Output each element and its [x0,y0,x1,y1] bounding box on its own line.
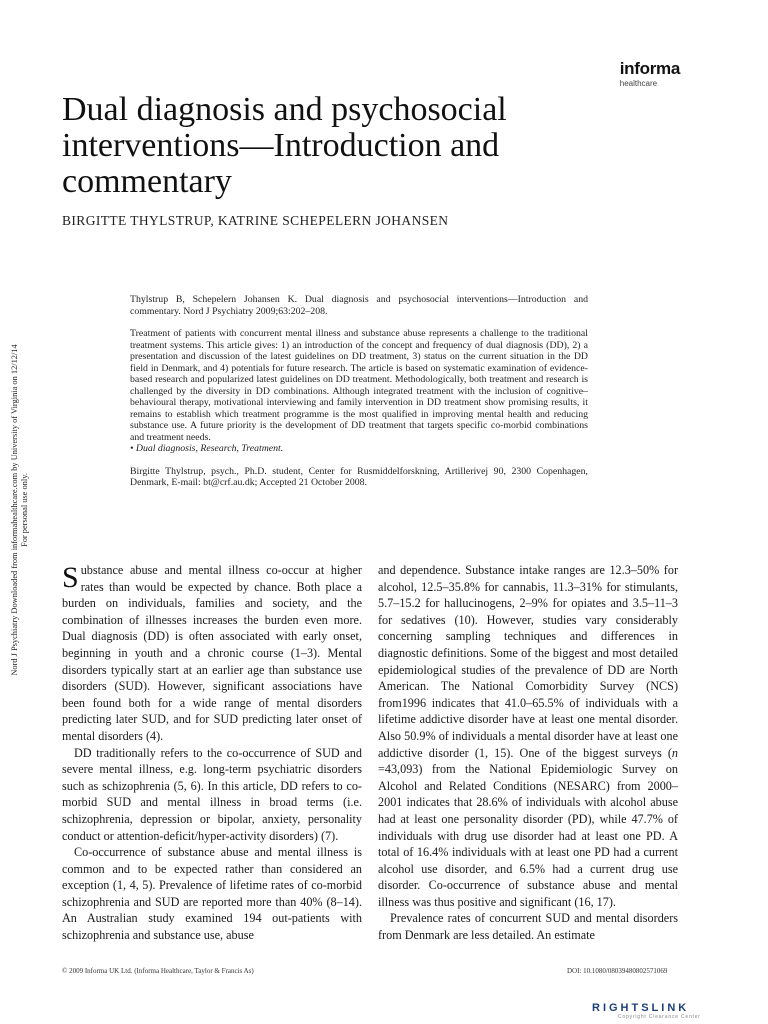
abstract: Treatment of patients with concurrent mental illness and substance abuse represents a challenge to the traditional treatment systems. This article gives: 1) an introduction of the concept and frequency of dual diagnosis (DD), 2) a presentation and discussion of the latest guidelines on DD treatment, 3) status on the current situation in the DD field in Denmark, and 4) potentials for future research. The article is based on systematic examination of evidence-based research and popularized latest guidelines on DD treatment. Methodologically, both treatment and research is challenged by the diversity in DD combinations. Although integrated treatment with the inclusion of cognitive–behavioural therapy, motivational interviewing and family intervention in DD treatment show promising results, it remains to establish which treatment programme is the most qualified in improving mental health and reducing substance use. A future priority is the development of DD treatment that targets specific co-morbid combinations and treatment needs. [130,328,588,443]
download-notice [2,300,42,720]
rightslink-logo [592,1002,762,1024]
rightslink-name: RIGHTSLINK [592,1002,690,1014]
affiliation: Birgitte Thylstrup, psych., Ph.D. student, Center for Rusmiddelforskning, Artillerivej 90, 2300 Copenhagen, Denmark, E-mail: bt@crf.au.dk; Accepted 21 October 2008. [130,465,588,488]
download-notice-line-2: For personal use only. [20,473,29,547]
body-column-left [62,562,362,944]
logo-subtitle: healthcare [619,79,658,88]
logo-name: informa [619,59,680,78]
drop-cap: S [62,561,79,594]
rightslink-subtitle: Copyright Clearance Center [618,1014,701,1020]
body-paragraph: Co-occurrence of substance abuse and mental illness is common and to be expected rather than considered an exception (1, 4, 5). Prevalence of lifetime rates of co-morbid schizophrenia and SUD are reported more than 40% (8–14). An Australian study examined 194 out-patients with schizophrenia and substance use, abuse [62,845,362,943]
keywords: • Dual diagnosis, Research, Treatment. [130,443,284,454]
body-text: =43,093) from the National Epidemiologic Survey on Alcohol and Related Conditions (NESARC) from 2000–2001 indicates that 28.6% of individuals with alcohol abuse had at least one personality disorder (PD), while 47.7% of individuals with drug use disorder had at least one PD. A total of 16.4% individuals with at least one PD had a current alcohol use disorder, and 6.5% had a current drug use disorder. Co-occurrence of substance abuse and mental illness was thus positive and significant (16, 17). [378,762,678,909]
body-paragraph: Prevalence rates of concurrent SUD and mental disorders from Denmark are less detailed. An estimate [378,911,678,943]
download-notice-line-1: Nord J Psychiatry Downloaded from informahealthcare.com by University of Virginia on 12/12/14 [10,344,19,676]
body-text: ubstance abuse and mental illness co-occur at higher rates than would be expected by chance. Both place a burden on individuals, families and society, and the combination of illnesses increases the burden even more. Dual diagnosis (DD) is often associated with early onset, beginning in youth and a chronic course (1–3). Mental disorders typically start at an earlier age than substance use disorders (SUD). However, significant associations have been found both for a wide range of mental disorders predicting later SUD, and for SUD predicting later onset of mental disorders (4). [62,563,362,743]
body-text: and dependence. Substance intake ranges are 12.3–50% for alcohol, 12.5–35.8% for cannabis, 11.3–31% for stimulants, 5.7–15.2 for hallucinogens, 2–9% for opiates and 3.5–11–3 for sedatives (10). However, studies vary considerably concerning sampling techniques and differences in diagnostic definitions. Some of the biggest and most detailed epidemiological studies of the prevalence of DD are North American. The National Comorbidity Survey (NCS) from1996 indicates that 41.0–65.5% of individuals with a lifetime addictive disorder have at least one mental disorder. Also 50.9% of individuals a mental disorder have at least one addictive disorder (1, 15). One of the biggest surveys ( [378,563,678,760]
body-column-right [378,562,678,944]
doi: DOI: 10.1080/08039480802571069 [567,967,668,975]
copyright-notice: © 2009 Informa UK Ltd. (Informa Healthcare, Taylor & Francis As) [62,967,254,975]
sample-size-symbol: n [671,745,678,760]
body-paragraph: DD traditionally refers to the co-occurrence of SUD and severe mental illness, e.g. long-term psychiatric disorders such as schizophrenia (5, 6). In this article, DD refers to co-morbid SUD and mental illness in broad terms (i.e. schizophrenia, depression or bipolar, anxiety, personality conduct or attention-deficit/hyper-activity disorders) (7). [62,745,362,843]
article-title: Dual diagnosis and psychosocial interventions—Introduction and commentary [62,91,507,200]
body-paragraph [62,562,362,745]
publisher-logo [620,60,680,88]
body-paragraph [378,562,678,910]
citation: Thylstrup B, Schepelern Johansen K. Dual diagnosis and psychosocial interventions—Introduction and commentary. Nord J Psychiatry 2009;63:202–208. [130,294,588,317]
author-list: BIRGITTE THYLSTRUP, KATRINE SCHEPELERN JOHANSEN [62,213,449,228]
abstract-block [130,294,588,489]
